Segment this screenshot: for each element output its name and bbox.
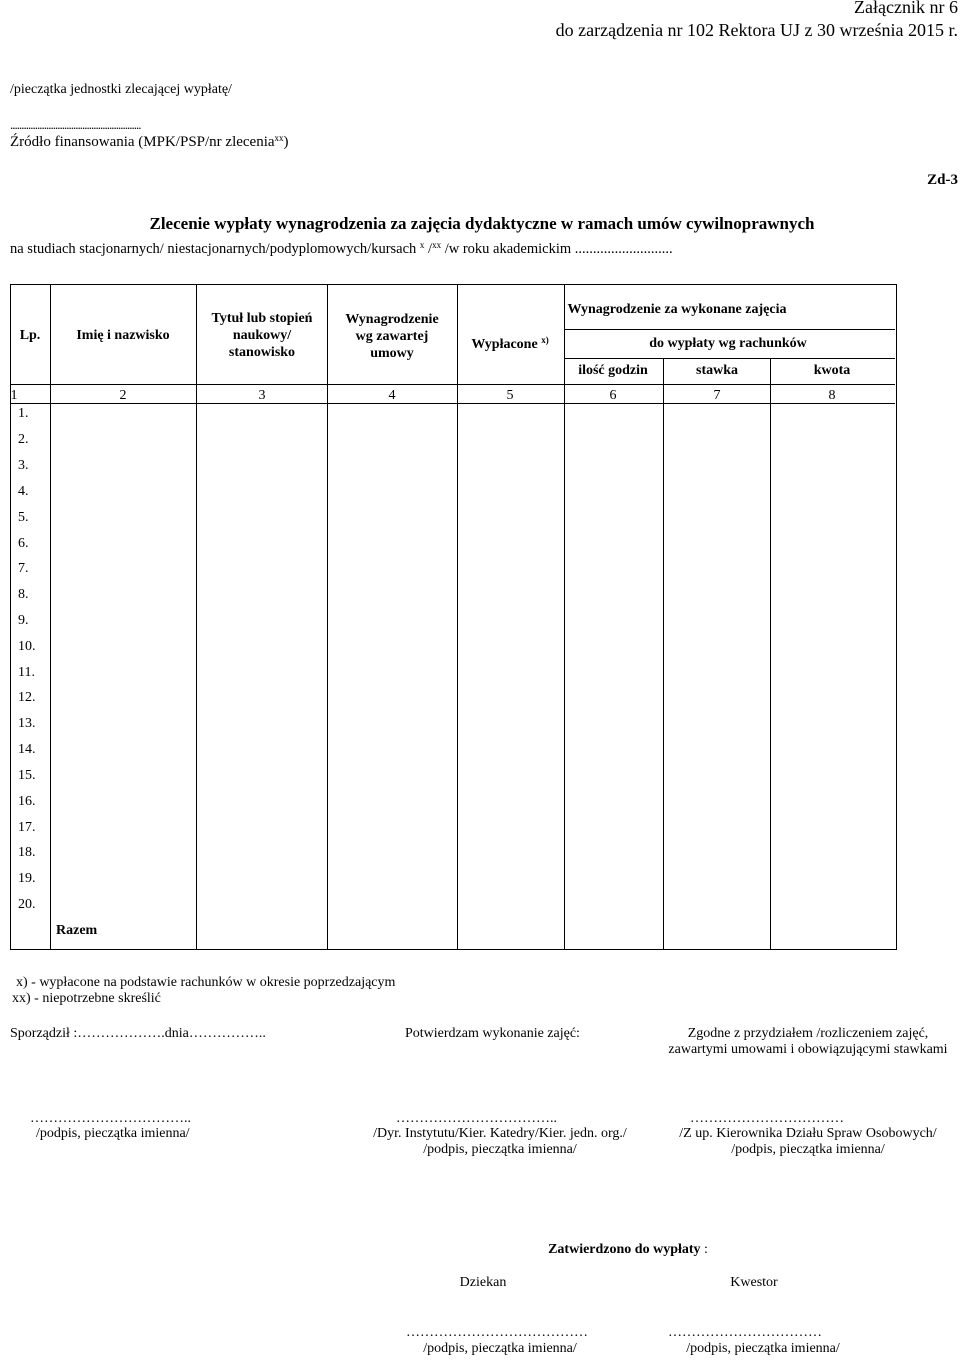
annex-reference: do zarządzenia nr 102 Rektora UJ z 30 września 2015 r.	[555, 20, 958, 40]
row-number: 6.	[18, 536, 29, 551]
header-contract-pay: Wynagrodzenie wg zawartej umowy	[345, 312, 439, 361]
funding-source-field: ..........................................................	[10, 117, 141, 132]
row-number: 11.	[18, 665, 35, 680]
row-number: 14.	[18, 742, 36, 757]
signature-label-left: /podpis, pieczątka imienna/	[36, 1126, 190, 1141]
header-name: Imię i nazwisko	[76, 328, 170, 343]
document-title: Zlecenie wypłaty wynagrodzenia za zajęcia dydaktyczne w ramach umów cywilnoprawnych	[149, 214, 815, 233]
signature-line-left: ……………………………..	[30, 1111, 191, 1126]
column-number: 8	[828, 388, 836, 403]
row-number: 13.	[18, 716, 36, 731]
column-number: 4	[388, 388, 396, 403]
col-divider-7	[770, 358, 771, 949]
header-lp: Lp.	[19, 328, 41, 343]
row-number: 3.	[18, 458, 29, 473]
dean-signature-line: …………………………………	[406, 1325, 588, 1340]
rule-group-header	[564, 329, 895, 330]
confirmation-label: Potwierdzam wykonanie zajęć:	[405, 1026, 580, 1041]
col-divider-5	[564, 284, 565, 949]
dean-signature-label: /podpis, pieczątka imienna/	[423, 1341, 577, 1356]
header-amount: kwota	[813, 363, 851, 378]
row-number: 12.	[18, 690, 36, 705]
document-subtitle: na studiach stacjonarnych/ niestacjonarnych/podyplomowych/kursach $^x$ /$^{xx}$ /w roku akademickim ...........................	[10, 240, 673, 257]
row-number: 5.	[18, 510, 29, 525]
col-divider-3	[327, 284, 328, 949]
col-divider-1	[50, 284, 51, 949]
column-number: 3	[258, 388, 266, 403]
rule-header-bottom	[10, 384, 895, 385]
total-label: Razem	[56, 923, 98, 938]
footnote-xx: xx) - niepotrzebne skreślić	[12, 991, 161, 1006]
rule-to-pay-header	[564, 358, 895, 359]
signature-line-right: ……………………………	[690, 1111, 844, 1126]
compliance-statement: Zgodne z przydziałem /rozliczeniem zajęć, zawartymi umowami i obowiązującymi stawkami	[668, 1026, 948, 1057]
header-group: Wynagrodzenie za wykonane zajęcia	[567, 302, 787, 317]
row-number: 15.	[18, 768, 36, 783]
row-number: 19.	[18, 871, 36, 886]
form-code: Zd-3	[927, 172, 958, 188]
header-hours: ilość godzin	[578, 363, 648, 378]
column-number: 5	[506, 388, 514, 403]
row-number: 16.	[18, 794, 36, 809]
header-title: Tytuł lub stopień naukowy/ stanowisko	[211, 311, 313, 360]
row-number: 17.	[18, 820, 36, 835]
annex-number: Załącznik nr 6	[854, 0, 958, 17]
col-divider-2	[196, 284, 197, 949]
row-number: 8.	[18, 587, 29, 602]
column-number: 7	[713, 388, 721, 403]
row-number: 9.	[18, 613, 29, 628]
signature-label-right: /Z up. Kierownika Działu Spraw Osobowych/ /podpis, pieczątka imienna/	[679, 1126, 937, 1157]
row-number: 10.	[18, 639, 36, 654]
bursar-label: Kwestor	[730, 1275, 778, 1290]
column-number: 1	[10, 388, 18, 403]
row-number: 7.	[18, 561, 29, 576]
col-divider-6	[663, 358, 664, 949]
row-number: 20.	[18, 897, 36, 912]
prepared-by: Sporządził :……………….dnia……………..	[10, 1026, 266, 1041]
unit-stamp-label: /pieczątka jednostki zlecającej wypłatę/	[10, 82, 232, 97]
row-number: 2.	[18, 432, 29, 447]
column-number: 2	[119, 388, 127, 403]
bursar-signature-label: /podpis, pieczątka imienna/	[686, 1341, 840, 1356]
dean-label: Dziekan	[459, 1275, 507, 1290]
column-number: 6	[609, 388, 617, 403]
bursar-signature-line: ……………………………	[668, 1325, 822, 1340]
row-number: 18.	[18, 845, 36, 860]
rule-column-numbers	[10, 403, 895, 404]
header-rate: stawka	[695, 363, 739, 378]
signature-line-mid: ……………………………..	[396, 1111, 557, 1126]
row-number: 1.	[18, 406, 29, 421]
row-number: 4.	[18, 484, 29, 499]
funding-source-label: Źródło finansowania (MPK/PSP/nr zlecenia$^{xx}$)	[10, 133, 289, 150]
col-divider-4	[457, 284, 458, 949]
signature-label-mid: /Dyr. Instytutu/Kier. Katedry/Kier. jedn. org./ /podpis, pieczątka imienna/	[373, 1126, 627, 1157]
approval-heading: Zatwierdzono do wypłaty :	[548, 1242, 708, 1257]
header-paid: Wypłacone $^{x)}$	[471, 335, 549, 352]
footnote-x: x) - wypłacone na podstawie rachunków w okresie poprzedzającym	[16, 975, 396, 990]
header-to-pay: do wypłaty wg rachunków	[649, 336, 807, 351]
